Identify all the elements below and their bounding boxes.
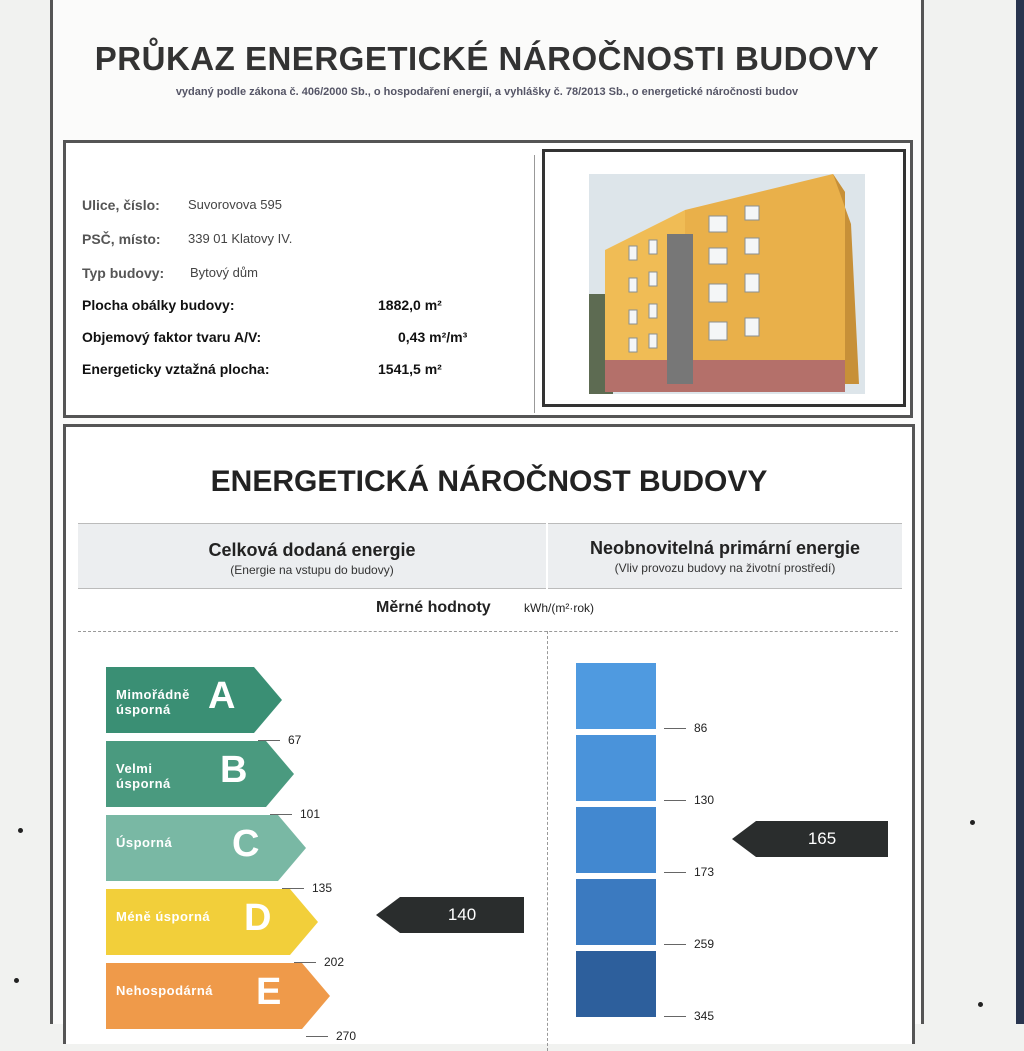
primary-energy-marker: 165 xyxy=(756,821,888,857)
delivered-threshold-value: 135 xyxy=(312,881,333,895)
wall-dot xyxy=(978,1002,983,1007)
primary-threshold-value: 259 xyxy=(694,937,715,951)
shape-factor-value: 0,43 m²/m³ xyxy=(398,329,468,345)
delivered-energy-subtitle: (Energie na vstupu do budovy) xyxy=(230,563,394,577)
street-value: Suvorovova 595 xyxy=(188,197,282,212)
primary-energy-title: Neobnovitelná primární energie xyxy=(589,538,861,558)
energy-class-label: Velmi úsporná xyxy=(116,761,171,791)
delivered-threshold-tick xyxy=(306,1029,356,1043)
delivered-threshold-value: 202 xyxy=(324,955,345,969)
primary-threshold-value: 173 xyxy=(694,865,715,879)
primary-threshold-tick xyxy=(664,793,714,807)
energy-class-letter: A xyxy=(208,675,236,717)
background-edge xyxy=(1016,0,1024,1024)
primary-energy-segment xyxy=(576,951,656,1017)
primary-threshold-value: 86 xyxy=(694,721,708,735)
primary-threshold-value: 345 xyxy=(694,1009,715,1023)
energy-class-label: Nehospodárná xyxy=(116,983,214,998)
type-label: Typ budovy: xyxy=(82,265,165,281)
energy-certificate-sheet xyxy=(50,0,924,1043)
reference-area-label: Energeticky vztažná plocha: xyxy=(82,361,270,377)
delivered-energy-heading xyxy=(78,523,546,589)
energy-rating-section xyxy=(63,424,915,1044)
city-value: 339 01 Klatovy IV. xyxy=(188,231,293,246)
energy-class-letter: D xyxy=(244,897,272,939)
certificate-title: PRŮKAZ ENERGETICKÉ NÁROČNOSTI BUDOVY xyxy=(94,40,880,77)
energy-class-label: Mimořádně úsporná xyxy=(116,687,190,717)
shape-factor-label: Objemový faktor tvaru A/V: xyxy=(82,329,262,345)
primary-energy-segment xyxy=(576,807,656,873)
energy-section-title: ENERGETICKÁ NÁROČNOST BUDOVY xyxy=(210,465,768,498)
building-photo xyxy=(589,174,865,394)
building-info-fields xyxy=(66,155,535,413)
energy-class-b xyxy=(106,741,294,805)
primary-threshold-value: 130 xyxy=(694,793,715,807)
primary-energy-subtitle: (Vliv provozu budovy na životní prostředí) xyxy=(614,561,836,575)
energy-class-letter: B xyxy=(220,749,248,791)
energy-class-label: Úsporná xyxy=(116,835,173,850)
energy-class-c xyxy=(106,815,306,879)
reference-area-value: 1541,5 m² xyxy=(378,361,442,377)
primary-threshold-tick xyxy=(664,937,714,951)
dashed-column-divider xyxy=(547,631,548,1051)
energy-class-label: Méně úsporná xyxy=(116,909,211,924)
building-photo-frame xyxy=(542,149,906,407)
street-label: Ulice, číslo: xyxy=(82,197,160,213)
envelope-label: Plocha obálky budovy: xyxy=(82,297,235,313)
type-value: Bytový dům xyxy=(190,265,258,280)
energy-class-letter: C xyxy=(232,823,260,865)
delivered-energy-title: Celková dodaná energie xyxy=(208,540,416,560)
primary-threshold-tick xyxy=(664,1009,714,1023)
delivered-energy-marker: 140 xyxy=(400,897,524,933)
delivered-threshold-value: 67 xyxy=(288,733,302,747)
delivered-threshold-value: 270 xyxy=(336,1029,357,1043)
energy-class-d xyxy=(106,889,318,953)
unit-label: kWh/(m²·rok) xyxy=(524,601,594,615)
specific-values-label: Měrné hodnoty xyxy=(376,599,491,616)
primary-energy-heading xyxy=(548,523,902,589)
certificate-subtitle: vydaný podle zákona č. 406/2000 Sb., o hospodaření energií, a vyhlášky č. 78/2013 Sb., o energetické náročnosti budov xyxy=(175,86,799,98)
wall-dot xyxy=(14,978,19,983)
primary-threshold-tick xyxy=(664,865,714,879)
dashed-divider xyxy=(78,631,898,632)
building-info-box xyxy=(63,140,913,418)
city-label: PSČ, místo: xyxy=(82,231,161,247)
primary-threshold-tick xyxy=(664,721,707,735)
primary-energy-segment xyxy=(576,663,656,729)
primary-energy-segment xyxy=(576,879,656,945)
energy-class-letter: E xyxy=(256,971,282,1013)
delivered-threshold-value: 101 xyxy=(300,807,321,821)
wall-dot xyxy=(970,820,975,825)
wall-dot xyxy=(18,828,23,833)
envelope-value: 1882,0 m² xyxy=(378,297,442,313)
energy-class-e xyxy=(106,963,330,1027)
energy-class-a xyxy=(106,667,282,731)
primary-energy-segment xyxy=(576,735,656,801)
specific-values-row xyxy=(66,599,912,619)
